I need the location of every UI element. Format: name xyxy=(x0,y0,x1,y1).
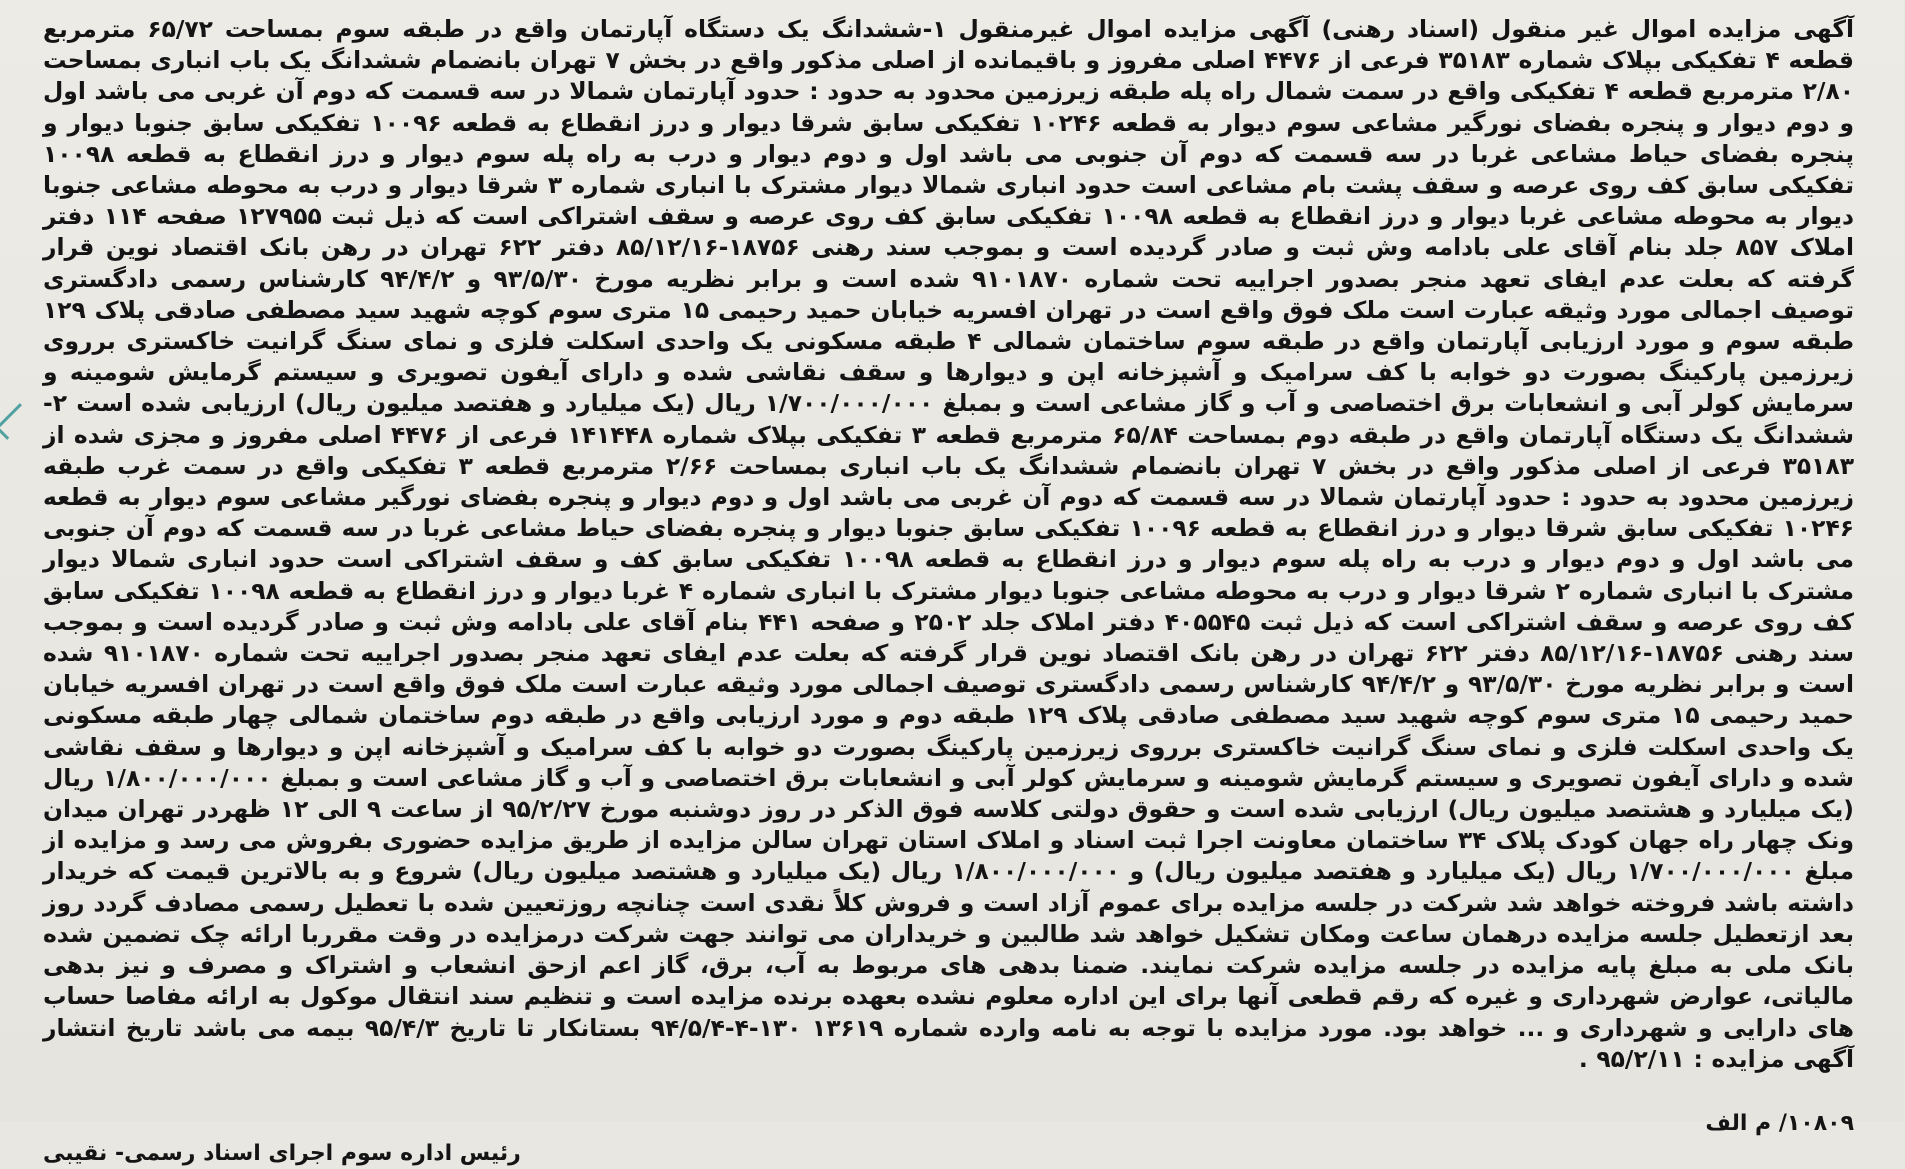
edge-mark-icon xyxy=(0,403,33,440)
notice-paragraph: آگهی مزایده اموال غیر منقول (اسناد رهنی) آگهی مزایده اموال غیرمنقول ۱-ششدانگ یک دستگاه آپارتمان واقع در طبقه سوم بمساحت ۶۵/۷۲ مترمربع قطعه ۴ تفکیکی بپلاک شماره ۳۵۱۸۳ فرعی از ۴۴۷۶ اصلی مفروز و باقیمانده از اصلی مذکور واقع در بخش ۷ تهران بانضمام ششدانگ یک باب انباری بمساحت ۲/۸۰ مترمربع قطعه ۴ تفکیکی واقع در سمت شمال راه پله طبقه زیرزمین محدود به حدود : حدود آپارتمان شمالا در سه قسمت که دوم آن غربی می باشد اول و دوم دیوار و پنجره بفضای نورگیر مشاعی سوم دیوار به قطعه ۱۰۲۴۶ تفکیکی سابق شرقا دیوار و درز انقطاع به قطعه ۱۰۰۹۶ تفکیکی سابق جنوبا دیوار و پنجره بفضای حیاط مشاعی غربا در سه قسمت که دوم آن جنوبی می باشد اول و دوم دیوار و درب به راه پله سوم دیوار و درز انقطاع به قطعه ۱۰۰۹۸ تفکیکی سابق کف روی عرصه و سقف پشت بام مشاعی است حدود انباری شمالا دیوار مشترک با انباری شماره ۳ شرقا دیوار و درب به محوطه مشاعی جنوبا دیوار به محوطه مشاعی غربا دیوار و درز انقطاع به قطعه ۱۰۰۹۸ تفکیکی سابق کف روی عرصه و سقف اشتراکی است که ذیل ثبت ۱۲۷۹۵۵ صفحه ۱۱۴ دفتر املاک ۸۵۷ جلد بنام آقای علی بادامه وش ثبت و صادر گردیده است و بموجب سند رهنی ۱۸۷۵۶-۸۵/۱۲/۱۶ دفتر ۶۲۲ تهران در رهن بانک اقتصاد نوین قرار گرفته که بعلت عدم ایفای تعهد منجر بصدور اجراییه تحت شماره ۹۱۰۱۸۷۰ شده است و برابر نظریه مورخ ۹۳/۵/۳۰ و ۹۴/۴/۲ کارشناس رسمی دادگستری توصیف اجمالی مورد وثیقه عبارت است ملک فوق واقع است در تهران افسریه خیابان حمید رحیمی ۱۵ متری سوم کوچه شهید سید مصطفی صادقی پلاک ۱۲۹ طبقه سوم و مورد ارزیابی آپارتمان واقع در طبقه سوم ساختمان شمالی ۴ طبقه مسکونی یک واحدی اسکلت فلزی و نمای سنگ گرانیت خاکستری برروی زیرزمین پارکینگ بصورت دو خوابه با کف سرامیک و آشپزخانه اپن و دیوارها و سقف نقاشی شده و دارای آیفون تصویری و سیستم گرمایش شومینه و سرمایش کولر آبی و انشعابات برق اختصاصی و آب و گاز مشاعی است و بمبلغ ۱/۷۰۰/۰۰۰/۰۰۰ ریال (یک میلیارد و هفتصد میلیون ریال) ارزیابی شده است ۲- ششدانگ یک دستگاه آپارتمان واقع در طبقه دوم بمساحت ۶۵/۸۴ مترمربع قطعه ۳ تفکیکی بپلاک شماره ۱۴۱۴۴۸ فرعی از ۴۴۷۶ اصلی مفروز و مجزی شده از ۳۵۱۸۳ فرعی از اصلی مذکور واقع در بخش ۷ تهران بانضمام ششدانگ یک باب انباری بمساحت ۲/۶۶ مترمربع قطعه ۳ تفکیکی واقع در سمت غرب طبقه زیرزمین محدود به حدود : حدود آپارتمان شمالا در سه قسمت که دوم آن غربی می باشد اول و دوم دیوار و پنجره بفضای نورگیر مشاعی سوم دیوار به قطعه ۱۰۲۴۶ تفکیکی سابق شرقا دیوار و درز انقطاع به قطعه ۱۰۰۹۶ تفکیکی سابق جنوبا دیوار و پنجره بفضای حیاط مشاعی غربا در سه قسمت که دوم آن جنوبی می باشد اول و دوم دیوار و درب به راه پله سوم دیوار و درز انقطاع به قطعه ۱۰۰۹۸ تفکیکی سابق کف و سقف اشتراکی است حدود انباری شمالا دیوار مشترک با انباری شماره ۲ شرقا دیوار و درب به محوطه مشاعی جنوبا دیوار مشترک با انباری شماره ۴ غربا دیوار و درز انقطاع به قطعه ۱۰۰۹۸ تفکیکی سابق کف روی عرصه و سقف اشتراکی است که ذیل ثبت ۴۰۵۵۴۵ دفتر املاک جلد ۲۵۰۲ و صفحه ۴۴۱ بنام آقای علی بادامه وش ثبت و صادر گردیده است و بموجب سند رهنی ۱۸۷۵۶-۸۵/۱۲/۱۶ دفتر ۶۲۲ تهران در رهن بانک اقتصاد نوین قرار گرفته که بعلت عدم ایفای تعهد منجر بصدور اجراییه تحت شماره ۹۱۰۱۸۷۰ شده است و برابر نظریه مورخ ۹۳/۵/۳۰ و ۹۴/۴/۲ کارشناس رسمی دادگستری توصیف اجمالی مورد وثیقه عبارت است ملک فوق واقع است در تهران افسریه خیابان حمید رحیمی ۱۵ متری سوم کوچه شهید سید مصطفی صادقی پلاک ۱۲۹ طبقه دوم و مورد ارزیابی واقع در طبقه دوم ساختمان شمالی چهار طبقه مسکونی یک واحدی اسکلت فلزی و نمای سنگ گرانیت خاکستری برروی زیرزمین پارکینگ بصورت دو خوابه با کف سرامیک و آشپزخانه اپن و دیوارها و سقف نقاشی شده و دارای آیفون تصویری و سیستم گرمایش شومینه و سرمایش کولر آبی و انشعابات برق اختصاصی و آب و گاز مشاعی است و بمبلغ ۱/۸۰۰/۰۰۰/۰۰۰ ریال (یک میلیارد و هشتصد میلیون ریال) ارزیابی شده است و حقوق دولتی کلاسه فوق الذکر در روز دوشنبه مورخ ۹۵/۲/۲۷ از ساعت ۹ الی ۱۲ ظهردر تهران میدان ونک چهار راه جهان کودک پلاک ۳۴ ساختمان معاونت اجرا ثبت اسناد و املاک استان تهران سالن مزایده از طریق مزایده حضوری بفروش می رسد و مزایده از مبلغ ۱/۷۰۰/۰۰۰/۰۰۰ ریال (یک میلیارد و هفتصد میلیون ریال) و ۱/۸۰۰/۰۰۰/۰۰۰ ریال (یک میلیارد و هشتصد میلیون ریال) شروع و به بالاترین قیمت که خریدار داشته باشد فروخته خواهد شد شرکت در جلسه مزایده برای عموم آزاد است و فروش کلاً نقدی است چنانچه روزتعیین شده با تعطیل رسمی مصادف گردد روز بعد ازتعطیل جلسه مزایده درهمان ساعت ومکان تشکیل خواهد شد طالبین و خریداران می توانند جهت شرکت درمزایده در وقت مقرربا ارائه چک تضمین شده بانک ملی به مبلغ پایه مزایده در جلسه مزایده شرکت نمایند. ضمنا بدهی های مربوط به آب، برق، گاز اعم ازحق انشعاب و اشتراک و مصرف و نیز بدهی مالیاتی، عوارض شهرداری و غیره که رقم قطعی آنها برای این اداره معلوم نشده بعهده برنده مزایده است و تنظیم سند انتقال موکول به ارائه مفاصا حساب های دارایی و شهرداری و ... خواهد بود. مورد مزایده با توجه به نامه وارده شماره ۱۳۶۱۹ ۱۳۰-۴-۹۴/۵/۴ بستانکار تا تاریخ ۹۵/۴/۳ بیمه می باشد تاریخ انتشار آگهی مزایده : ۹۵/۲/۱۱ . xyxy=(44,15,1856,1073)
notice-signature: رئیس اداره سوم اجرای اسناد رسمی- نقیبی xyxy=(44,1141,522,1166)
auction-notice-body xyxy=(44,14,1855,1075)
notice-reference-code: ۱۰۸۰۹/ م الف xyxy=(1706,1111,1855,1136)
